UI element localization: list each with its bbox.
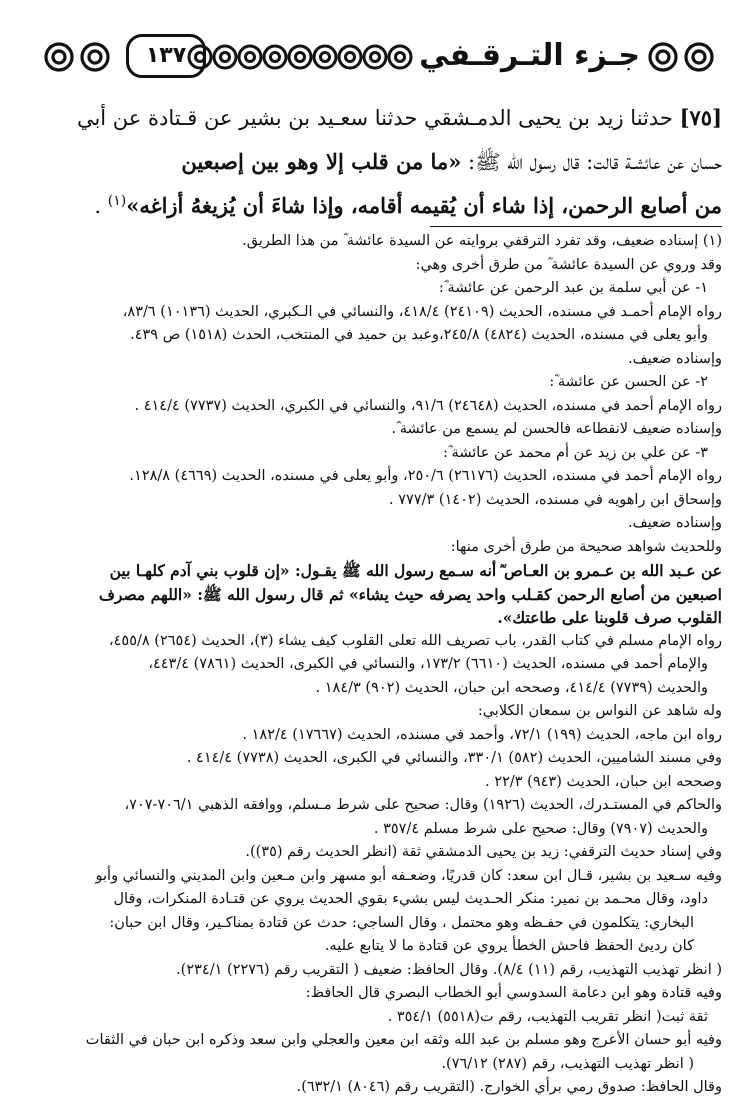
footnote-line: وفيه قتادة وهو ابن دعامة السدوسي أبو الخطاب البصري قال الحافظ: xyxy=(305,985,722,1001)
footnote-line: رواه الإمام أحمـد في مسنده، الحديث (٢٤١٠٩) ٤١٨/٤، والنسائي في الـكبري، الحديث (١٠١٣٦) ٨٣/٦، xyxy=(122,303,722,320)
footnote-line: كان رديئ الحفظ فاحش الخطأ يروي عن قتادة ما لا يتابع عليه. xyxy=(324,938,694,954)
hadith-matn: «ما من قلب إلا وهو بين إصبعين xyxy=(181,149,462,174)
ornament-border-icon xyxy=(187,40,415,74)
footnote-line: ( انظر تهذيب التهذيب، رقم (٢٨٧) ٧٦/١٢). xyxy=(441,1055,694,1072)
footnote-line: رواه ابن ماجه، الحديث (١٩٩) ٧٢/١، وأحمد في مسنده، الحديث (١٧٦٦٧) ١٨٢/٤ . xyxy=(242,726,722,743)
footnote-line: رواه الإمام أحمد في مسنده، الحديث (٢٦١٧٦) ٢٥٠/٦، وأبو يعلى في مسنده، الحديث (٤٦٦٩) ١٢٨/٨. xyxy=(129,468,722,484)
footnote-line: وإسناده ضعيف. xyxy=(628,350,722,367)
footnote-line: وله شاهد عن النواس بن سمعان الكلابي: xyxy=(477,703,722,719)
page-header-title: جـزء التـرقـفي xyxy=(419,38,640,73)
ornament-rosettes-icon xyxy=(40,40,116,74)
footnote-line: ٣- عن علي بن زيد عن أم محمد عن عائشة ؓ: xyxy=(443,444,708,461)
footnote-line: وإسحاق ابن راهويه في مسنده، الحديث (١٤٠٢) ٧٧٧/٣ . xyxy=(389,491,722,508)
footnote-line: وفي مسند الشاميين، الحديث (٥٨٢) ٣٣٠/١، والنسائي في الكبرى، الحديث (٧٧٣٨) ٤١٤/٤ . xyxy=(186,750,722,766)
footnote-line: داود، وقال محـمد بن نمير: منكر الحـديث ليس بشيء بقوي الحديث يروي عن قتـادة المنكرات، وقال xyxy=(113,891,708,907)
footnote-line: رواه الإمام أحمد في مسنده، الحديث (٢٤٦٤٨) ٩١/٦، والنسائي في الكبري، الحديث (٧٧٣٧) ٤١٤/٤ . xyxy=(134,397,722,414)
ornament-rosettes-icon xyxy=(644,40,720,74)
footnote-line: وقد وروي عن السيدة عائشة ؓ من طرق أخرى وهي: xyxy=(415,256,722,273)
hadith-matn: من أصابع الرحمن، إذا شاء أن يُقيمه أقامه، وإذا شاءَ أن يُزيغهُ أزاغه» xyxy=(126,193,722,218)
page-header xyxy=(40,26,720,88)
footnote-ref: (١) xyxy=(107,193,127,209)
hadith-isnad-end: حسان عن عائشـة قالت: قال رسول الله ﷺ: xyxy=(461,150,722,174)
footnote-line: وإسناده ضعيف. xyxy=(628,515,722,531)
hadith-number: [٧٥] xyxy=(679,105,722,130)
footnote-line: ( انظر تهذيب التهذيب، رقم (١١) ٨/٤). وقال الحافظ: ضعيف ( التقريب رقم (٢٢٧٦) ٢٣٤/١). xyxy=(176,961,722,978)
hadith-line xyxy=(62,96,722,140)
hadith-line xyxy=(62,140,722,184)
hadith-text xyxy=(62,96,722,228)
footnote-line: عن عـبد الله بن عـمرو بن العـاص ؓ أنه سـمع رسول الله ﷺ يقـول: «إن قلوب بني آدم كلهـا بين xyxy=(109,561,722,580)
footnotes xyxy=(40,230,722,1100)
footnote-line: وأبو يعلى في مسنده، الحديث (٤٨٢٤) ٢٤٥/٨،وعبد بن حميد في المنتخب، الحدث (١٥١٨) ص ٤٣٩. xyxy=(130,327,708,343)
hadith-isnad: حدثنا زيد بن يحيى الدمـشقي حدثنا سعـيد بن بشير عن قـتادة عن أبي xyxy=(76,106,673,130)
footnote-line: وفي إسناد حديث الترقفي: زيد بن يحيى الدمشقي ثقة (انظر الحديث رقم (٣٥)). xyxy=(245,844,722,860)
footnote-line: (١) إسناده ضعيف، وقد تفرد الترقفي بروايته عن السيدة عائشة ؓ من هذا الطريق. xyxy=(242,233,722,249)
footnote-line: وفيه أبو حسان الأعرج وهو مسلم بن عبد الله وثقه ابن معين والعجلي وابن سعد وذكره ابن حبان في الثقات xyxy=(85,1032,722,1048)
footnote-line: القلوب صرف قلوبنا على طاعتك». xyxy=(497,608,722,627)
footnote-line: وصححه ابن حبان، الحديث (٩٤٣) ٢٢/٣ . xyxy=(485,773,722,790)
footnote-line: ثقة ثبت( انظر تقريب التهذيب، رقم ت(٥٥١٨) ٣٥٤/١ . xyxy=(387,1008,708,1025)
footnote-line: والحديث (٧٩٠٧) وقال: صحيح على شرط مسلم ٣٥٧/٤ . xyxy=(373,820,708,837)
footnote-divider xyxy=(430,226,722,227)
footnote-line: وللحديث شواهد صحيحة من طرق أخرى منها: xyxy=(450,538,722,555)
footnote-line: والإمام أحمد في مسنده، الحديث (٦٦١٠) ١٧٣/٢، والنسائي في الكبرى، الحديث (٧٨٦١) ٤٤٣/٤، xyxy=(148,656,708,672)
page-number: ١٣٧ xyxy=(126,34,206,78)
footnote-line: والحاكم في المستـدرك، الحديث (١٩٢٦) وقال: صحيح على شرط مـسلم، ووافقه الذهبي ٧٠٦/١-٧٠٧، xyxy=(124,797,722,813)
footnote-line: وقال الحافظ: صدوق رمي برأي الخوارج. (التقريب رقم (٨٠٤٦) ٦٣٢/١). xyxy=(296,1079,722,1095)
footnote-line: وإسناده ضعيف لانقطاعه فالحسن لم يسمع من عائشة ؓ. xyxy=(391,421,722,437)
footnote-line: وفيه سـعيد بن بشير، قـال ابن سعد: كان قدريًا، وضعـفه أبو مسهر وابن مـعين وابن المديني والنسائي وأبو xyxy=(95,867,722,884)
hadith-line: من أصابع الرحمن، إذا شاء أن يُقيمه أقامه، وإذا شاءَ أن يُزيغهُ أزاغه»$^{(١)}$ . xyxy=(94,193,722,218)
footnote-line: والحديث (٧٧٣٩) ٤١٤/٤، وصححه ابن حبان، الحديث (٩٠٢) ١٨٤/٣ . xyxy=(315,679,708,696)
footnote-line: اصبعين من أصابع الرحمن كقـلب واحد يصرفه حيث يشاء» ثم قال رسول الله ﷺ: «اللهم مصرف xyxy=(98,584,722,604)
footnote-line: البخاري: يتكلمون في حفـظه وهو محتمل ، وقال الساجي: حدث عن قتادة بمناكـير، وقال ابن حبان: xyxy=(109,914,694,931)
footnote-line: ١- عن أبي سلمة بن عبد الرحمن عن عائشة ؓ: xyxy=(438,280,708,296)
footnote-line: ٢- عن الحسن عن عائشة ؓ: xyxy=(549,374,708,390)
footnote-line: رواه الإمام مسلم في كتاب القدر، باب تصريف الله تعلى القلوب كيف يشاء (٣)، الحديث (٢٦٥٤) ٤٥٥/٨، xyxy=(108,632,722,649)
